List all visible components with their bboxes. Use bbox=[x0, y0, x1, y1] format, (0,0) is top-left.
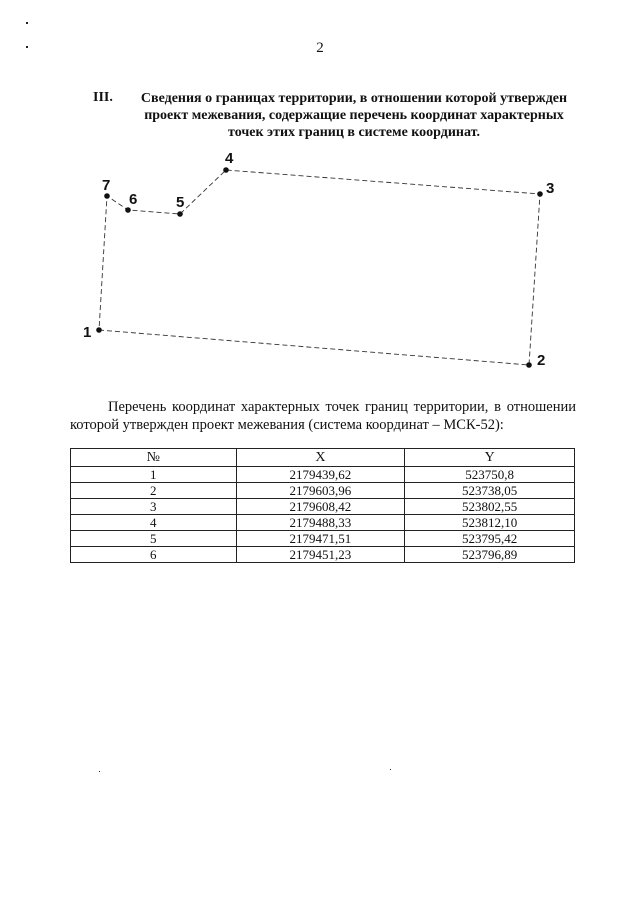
header-x: X bbox=[236, 449, 405, 467]
point-label-1: 1 bbox=[83, 324, 92, 341]
margin-dot-right bbox=[390, 769, 391, 770]
boundary-point-2 bbox=[526, 362, 532, 368]
cell-x: 2179451,23 bbox=[236, 547, 405, 563]
coordinates-table bbox=[70, 448, 575, 563]
table-row bbox=[71, 483, 575, 499]
cell-number: 1 bbox=[71, 467, 237, 483]
header-number: № bbox=[71, 449, 237, 467]
cell-y: 523750,8 bbox=[405, 467, 575, 483]
cell-number: 4 bbox=[71, 515, 237, 531]
table-row bbox=[71, 515, 575, 531]
coordinates-intro: Перечень координат характерных точек границ территории, в отношении которой утвержден проект межевания (система координат – МСК-52): bbox=[70, 399, 576, 433]
cell-number: 3 bbox=[71, 499, 237, 515]
cell-y: 523796,89 bbox=[405, 547, 575, 563]
cell-x: 2179608,42 bbox=[236, 499, 405, 515]
margin-dot-left bbox=[99, 771, 100, 772]
section-number: III. bbox=[93, 90, 113, 105]
header-y: Y bbox=[405, 449, 575, 467]
boundary-point-4 bbox=[223, 167, 229, 173]
boundary-diagram bbox=[70, 150, 560, 385]
table-row bbox=[71, 467, 575, 483]
cell-number: 5 bbox=[71, 531, 237, 547]
margin-dot-top bbox=[26, 22, 28, 24]
cell-number: 6 bbox=[71, 547, 237, 563]
boundary-outline bbox=[99, 170, 540, 365]
table-row bbox=[71, 531, 575, 547]
table-header-row bbox=[71, 449, 575, 467]
point-label-4: 4 bbox=[225, 150, 234, 167]
cell-y: 523795,42 bbox=[405, 531, 575, 547]
cell-y: 523812,10 bbox=[405, 515, 575, 531]
cell-x: 2179488,33 bbox=[236, 515, 405, 531]
point-label-2: 2 bbox=[537, 352, 546, 369]
boundary-point-6 bbox=[125, 207, 131, 213]
point-label-5: 5 bbox=[176, 194, 185, 211]
cell-number: 2 bbox=[71, 483, 237, 499]
table-row bbox=[71, 499, 575, 515]
cell-y: 523802,55 bbox=[405, 499, 575, 515]
section-title: Сведения о границах территории, в отношении которой утвержден проект межевания, содержащие перечень координат характерных точек этих границ в системе координат. bbox=[140, 91, 568, 140]
point-label-6: 6 bbox=[129, 191, 138, 208]
cell-x: 2179603,96 bbox=[236, 483, 405, 499]
table-row bbox=[71, 547, 575, 563]
boundary-point-1 bbox=[96, 327, 102, 333]
cell-y: 523738,05 bbox=[405, 483, 575, 499]
point-label-3: 3 bbox=[546, 180, 555, 197]
point-label-7: 7 bbox=[102, 177, 111, 194]
cell-x: 2179439,62 bbox=[236, 467, 405, 483]
cell-x: 2179471,51 bbox=[236, 531, 405, 547]
boundary-point-3 bbox=[537, 191, 543, 197]
boundary-point-5 bbox=[177, 211, 183, 217]
boundary-point-7 bbox=[104, 193, 110, 199]
page-number: 2 bbox=[316, 40, 324, 56]
